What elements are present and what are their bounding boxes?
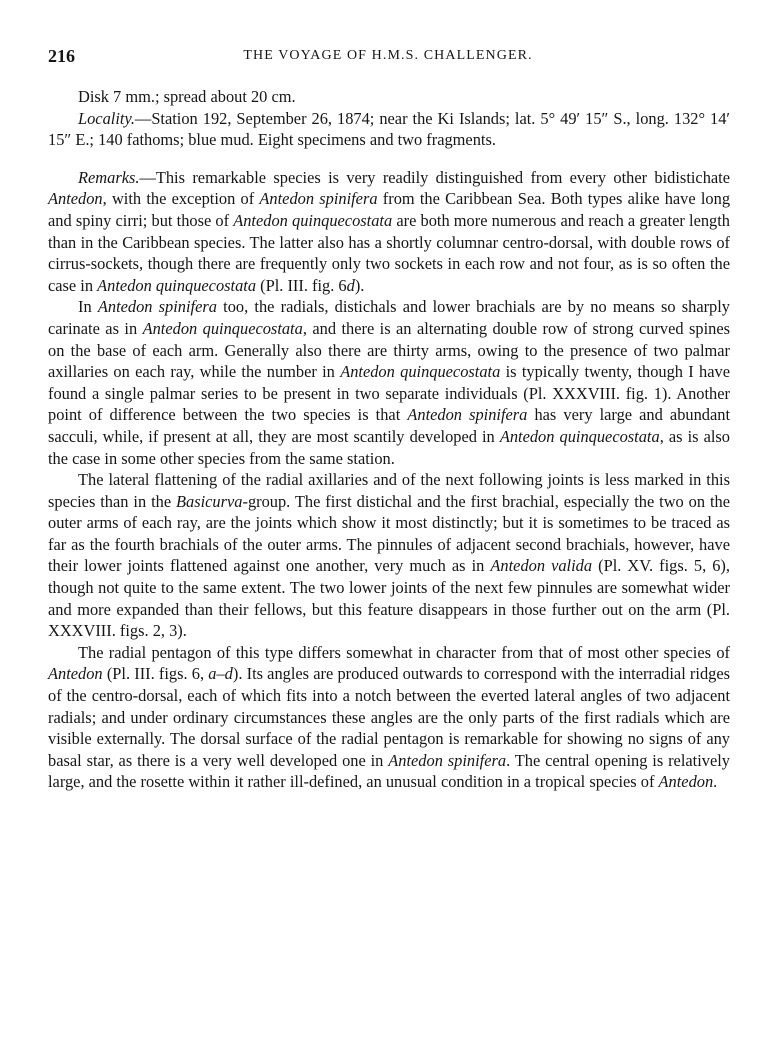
text-run: In <box>78 297 98 317</box>
paragraph-remarks <box>48 167 730 297</box>
italic-text: Antedon <box>48 664 103 684</box>
italic-text: Antedon <box>48 189 103 209</box>
text-run: The lateral flattening of the radial axillaries and of the next following joints is less marked in this species than in the <box>48 470 730 511</box>
italic-text: Antedon spinifera <box>407 405 528 425</box>
text-run: (Pl. III. fig. 6 <box>256 275 347 295</box>
text-run: —This remarkable species is very readily distinguished from every other bidistichate <box>139 167 730 187</box>
running-title: THE VOYAGE OF H.M.S. CHALLENGER. <box>243 48 533 63</box>
italic-text: Antedon quinquecostata <box>233 210 393 230</box>
text-run: , and there is an alternating double row of strong curved spines on the base of each arm. Generally also there are thirty arms, owing to the presence of two palmar axillaries on each ray, while the number in <box>48 318 730 382</box>
italic-text: Antedon spinifera <box>388 750 507 770</box>
text-run: . <box>713 772 718 792</box>
italic-text: Remarks. <box>78 167 140 187</box>
disk-measurement: Disk 7 mm.; spread about 20 cm. <box>78 87 296 106</box>
text-run: is typically twenty, though I have found a single palmar series to be present in two separate individuals (Pl. XXXVIII. fig. 1). Another point of difference between the two species is that <box>48 362 730 425</box>
text-run: , with the exception of <box>102 189 260 209</box>
italic-text: d <box>346 275 355 295</box>
italic-text: Antedon quinquecostata <box>340 362 501 382</box>
italic-text: Basicurva <box>176 491 243 511</box>
text-run: (Pl. III. figs. 6, <box>102 664 209 684</box>
italic-text: a–d <box>208 664 233 684</box>
body-text <box>48 86 730 793</box>
paragraph-radial-pentagon <box>48 642 730 793</box>
text-run: , as is also the case in some other species from the same station. <box>48 426 730 468</box>
text-run: has very large and abundant sacculi, while, if present at all, they are most scantily developed in <box>48 405 730 446</box>
italic-text: Antedon spinifera <box>97 297 217 317</box>
italic-text: Antedon <box>658 772 714 792</box>
italic-text: Antedon quinquecostata <box>142 318 303 338</box>
italic-text: Antedon quinquecostata <box>97 275 257 295</box>
text-run: The radial pentagon of this type differs somewhat in character from that of most other species of <box>78 642 730 662</box>
italic-text: Antedon spinifera <box>259 189 378 209</box>
paragraph-spinifera-comparison <box>48 296 730 469</box>
locality-paragraph <box>48 108 730 151</box>
page-header <box>48 46 728 66</box>
text-run: too, the radials, distichals and lower brachials are by no means so sharply carinate as in <box>48 297 730 338</box>
text-run: -group. The first distichal and the first brachial, especially the two on the outer arms of each ray, are the joints which show it most distinctly; but it is sometimes to be traced as far as the fourth brachials of the outer arms. The pinnules of adjacent second brachials, however, have their lower joints flattened against one another, very much as in <box>48 491 730 576</box>
locality-text: —Station 192, September 26, 1874; near the Ki Islands; lat. 5° 49′ 15″ S., long. 132° 14′ 15″ E.; 140 fathoms; blue mud. Eight specimens and two fragments. <box>48 108 730 150</box>
text-run: ). Its angles are produced outwards to correspond with the interradial ridges of the centro-dorsal, each of which fits into a notch between the everted lateral angles of two adjacent radials; and under ordinary circumstances these angles are the only parts of the first radials which are visible externally. The dorsal surface of the radial pentagon is remarkable for showing no signs of any basal star, as there is a very well developed one in <box>48 664 730 770</box>
text-run: are both more numerous and reach a greater length than in the Caribbean species. The latter also has a shortly columnar centro-dorsal, with double rows of cirrus-sockets, though there are frequently only two sockets in each row and not four, as is so often the case in <box>48 210 730 295</box>
text-run: ). <box>354 275 365 295</box>
page-number: 216 <box>48 46 75 66</box>
italic-text: Antedon quinquecostata <box>499 426 660 446</box>
text-run: . The central opening is relatively large, and the rosette within it rather ill-defined, an unusual condition in a tropical species of <box>48 750 730 792</box>
locality-label: Locality. <box>78 108 135 128</box>
text-run: (Pl. XV. figs. 5, 6), though not quite to the same extent. The two lower joints of the next few pinnules are somewhat wider and more expanded than their fellows, but this feature disappears in those further out on the arm (Pl. XXXVIII. figs. 2, 3). <box>48 556 730 641</box>
text-run: from the Caribbean Sea. Both types alike have long and spiny cirri; but those of <box>48 189 731 230</box>
italic-text: Antedon valida <box>490 556 593 576</box>
paragraph-lateral-flattening <box>48 469 730 642</box>
